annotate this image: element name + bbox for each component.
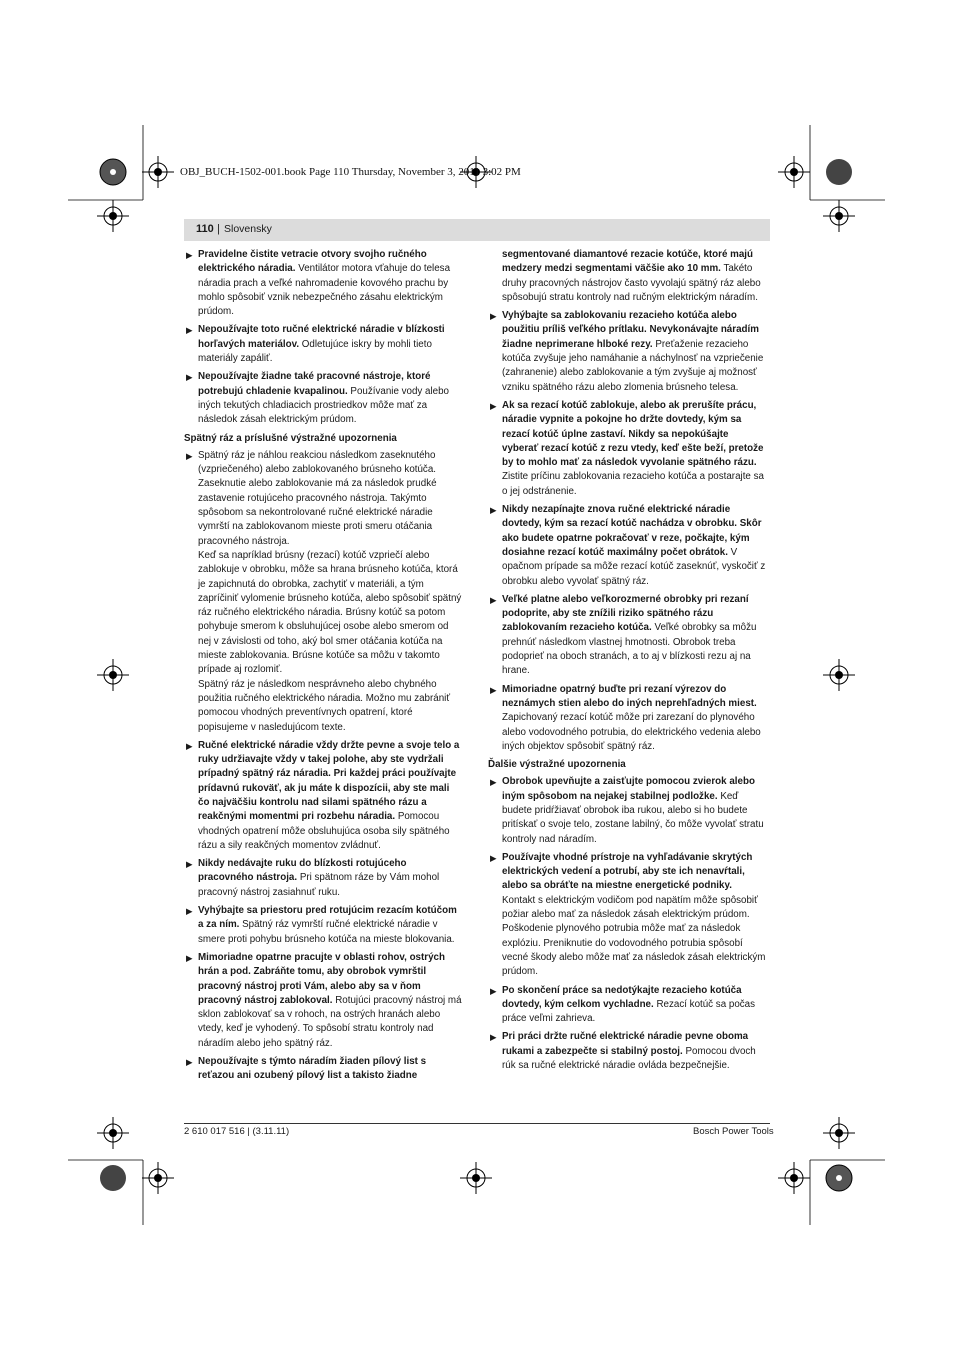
- warning-bold: Mimoriadne opatrný buďte pri rezaní výrezov do neznámych stien alebo do iných neprehľadných miest.: [502, 683, 757, 709]
- warning-bold: Ak sa rezací kotúč zablokuje, alebo ak prerušíte prácu, náradie vypnite a pokojne ho držte dovtedy, kým sa rezací kotúč úplne zastaví. Nikdy sa nepokúšajte vyberať rezací kotúč z rezu vtedy, keď ešte beží, pretože by to mohlo mať za následok vyvolanie spätného rázu.: [502, 399, 764, 469]
- warning-bold: Po skončení práce sa nedotýkajte rezacieho kotúča dovtedy, kým celkom vychladne.: [502, 984, 742, 1010]
- warning-bold: Nepoužívajte žiadne také pracovné nástroje, ktoré potrebujú chladenie kvapalinou.: [198, 371, 431, 397]
- bullet-icon: ▶: [490, 311, 497, 322]
- bullet-icon: ▶: [490, 1032, 497, 1043]
- warning-item: [184, 323, 462, 366]
- warning-bold: Pravidelne čistite vetracie otvory svojho ručného elektrického náradia.: [198, 249, 427, 275]
- warning-detail: Rotujúci pracovný nástroj má sklon zablokovať sa v rohoch, na ostrých hranách alebo vtedy, keď je vyhodený. To spôsobí stratu kontroly nad náradím alebo jeho spätný ráz.: [198, 994, 462, 1049]
- bullet-icon: ▶: [186, 740, 193, 751]
- warning-detail: Zapichovaný rezací kotúč môže pri zarezaní do plynového alebo vodovodného potrubia, do elektrického vedenia alebo iných objektov spôsobiť spätný ráz.: [502, 712, 761, 752]
- warning-item: [488, 593, 766, 679]
- warning-text: [198, 951, 462, 1051]
- section-heading-kickback: Spätný ráz a príslušné výstražné upozornenia: [184, 432, 397, 444]
- warning-bold: Používajte vhodné prístroje na vyhľadávanie skrytých elektrických vedení a potrubí, aby ste ich nenavŕtali, alebo sa obráťte na miestne energetické podniky.: [502, 851, 753, 892]
- warning-detail: Rezací kotúč sa počas práce veľmi zahrieva.: [502, 998, 756, 1025]
- warning-text: [502, 503, 766, 589]
- page-header: [184, 219, 770, 241]
- page-number: 110: [196, 223, 214, 235]
- book-header: OBJ_BUCH-1502-001.book Page 110 Thursday, November 3, 2011 3:02 PM: [180, 166, 521, 178]
- warning-text: [502, 248, 766, 305]
- kickback-paragraph-2: Keď sa napríklad brúsny (rezací) kotúč vzpriečí alebo zablokuje v obrobku, môže sa hrana brúsneho kotúča, ktorá je zapichnutá do obrobka, zachytiť v materiáli, a tým zapríčiniť vylomenie brúsneho kotúča, alebo spôsobiť spätný ráz ručného elektrického náradia. Brúsny kotúč sa potom pohybuje smerom k obsluhujúcej osobe alebo smerom od nej v závislosti od toho, aký bol smer otáčania kotúča na mieste zablokovania. Brúsne kotúče sa môžu v takomto prípade aj rozlomiť.: [198, 549, 462, 676]
- warning-detail: Preťaženie rezacieho kotúča zvyšuje jeho namáhanie a náchylnosť na vzpriečenie (zahranenie) alebo zablokovanie a tým zvyšuje aj možnosť vzniku spätného rázu alebo zlomenia brúsneho telesa.: [502, 338, 764, 393]
- warning-bold: Pri práci držte ručné elektrické náradie pevne oboma rukami a zabezpečte si stabilný postoj.: [502, 1031, 749, 1057]
- bullet-icon: ▶: [186, 450, 193, 461]
- warning-item: [488, 775, 766, 846]
- warning-bold: Nikdy nedávajte ruku do blízkosti rotujúceho pracovného nástroja.: [198, 858, 407, 884]
- warning-detail: Zistite príčinu zablokovania rezacieho kotúča a postarajte sa o jej odstránenie.: [502, 471, 764, 497]
- warning-text: [502, 593, 766, 679]
- warning-text: [502, 683, 766, 754]
- bullet-icon: ▶: [490, 505, 497, 516]
- warning-item: [488, 1030, 766, 1073]
- warning-text: [502, 851, 766, 980]
- warning-text: [502, 984, 766, 1027]
- section-heading-further-warnings: Ďalšie výstražné upozornenia: [488, 759, 626, 771]
- bullet-icon: ▶: [490, 684, 497, 695]
- warning-text: [198, 1055, 462, 1084]
- warning-item: [184, 739, 462, 853]
- left-column: [184, 248, 462, 1088]
- bullet-icon: ▶: [490, 594, 497, 605]
- bullet-icon: ▶: [490, 400, 497, 411]
- warning-detail: Ventilátor motora vťahuje do telesa náradia prach a veľké nahromadenie kovového prachu by mohlo spôsobiť vznik nebezpečného zásahu elektrickým prúdom.: [198, 263, 451, 318]
- kickback-paragraph-3: Spätný ráz je následkom nesprávneho alebo chybného použitia ručného elektrického náradia. Možno mu zabrániť pomocou vhodných preventívnych opatrení, ktoré popisujeme v nasledujúcom texte.: [198, 678, 451, 733]
- warning-bold: Vyhýbajte sa priestoru pred rotujúcim rezacím kotúčom a za ním.: [198, 905, 457, 931]
- warning-detail: Pomocou vhodných opatrení môže obsluhujúca osoba sily spätného rázu a sily reakčných momentov zvládnuť.: [198, 811, 450, 851]
- bullet-icon: ▶: [490, 985, 497, 996]
- warning-detail: Spätný ráz vymrští ručné elektrické náradie v smere proti pohybu brúsneho kotúča na mieste blokovania.: [198, 919, 455, 945]
- warning-bold: Veľké platne alebo veľkorozmerné obrobky pri rezaní podoprite, aby ste znížili riziko spätného rázu zablokovaním rezacieho kotúča.: [502, 593, 749, 634]
- warning-item: [184, 904, 462, 947]
- bullet-icon: ▶: [186, 906, 193, 917]
- warning-item: [488, 399, 766, 499]
- warning-item: [488, 503, 766, 589]
- warning-item: [184, 857, 462, 900]
- warning-bold: Nikdy nezapínajte znova ručné elektrické náradie dovtedy, kým sa rezací kotúč nachádza v obrobku. Skôr ako budete opatrne pokračovať v reze, počkajte, kým dosiahne rezací kotúč maximálny počet obrátok.: [502, 504, 762, 558]
- kickback-paragraph-1: Spätný ráz je náhlou reakciou následkom zaseknutého (vzpriečeného) alebo zablokovaného brúsneho kotúča. Zaseknutie alebo zablokovanie má za následok prudké zastavenie rotujúceho pracovného nástroja. Takýmto spôsobom sa nekontrolované ručné elektrické náradie vymrští na zablokovanom mieste proti smeru otáčania pracovného nástroja.: [198, 449, 437, 547]
- warning-bold: Ručné elektrické náradie vždy držte pevne a svoje telo a ruky udržiavajte vždy v takej polohe, aby ste vydržali prípadný spätný ráz náradia. Pri každej práci používajte prídavnú rukoväť, ak ju máte k dispozícii, aby ste mali čo najväčšiu kontrolu nad silami spätného rázu a reakčnými momentmi pri rozbehu náradia.: [198, 739, 460, 823]
- warning-item: [488, 984, 766, 1027]
- warning-text: [502, 309, 766, 395]
- warning-text: [198, 370, 462, 427]
- warning-text: [502, 1030, 766, 1073]
- bullet-icon: ▶: [186, 952, 193, 963]
- warning-text: [198, 904, 462, 947]
- right-column: [488, 248, 766, 1077]
- warning-text: [198, 248, 462, 319]
- warning-detail: Keď budete pridŕžiavať obrobok iba rukou, alebo si ho budete pritískať o svoje telo, zostane labilný, čo môže vyvolať stratu kontroly nad náradím.: [502, 790, 764, 845]
- warning-item: [184, 370, 462, 427]
- page-language: Slovensky: [224, 223, 272, 235]
- warning-item: [184, 951, 462, 1051]
- warning-text: [198, 857, 462, 900]
- warning-detail: Kontakt s elektrickým vodičom pod napätím môže spôsobiť požiar alebo mať za následok zásah elektrickým prúdom. Poškodenie plynového potrubia môže mať za následok explóziu. Preniknutie do vodovodného potrubia spôsobí vecné škody alebo môže mať za následok zásah elektrickým prúdom.: [502, 894, 766, 978]
- warning-item: [488, 851, 766, 980]
- bullet-icon: ▶: [186, 372, 193, 383]
- bullet-icon: ▶: [490, 777, 497, 788]
- warning-item: [488, 248, 766, 305]
- bullet-icon: ▶: [490, 852, 497, 863]
- bullet-icon: ▶: [186, 1057, 193, 1068]
- footer-doc-number: 2 610 017 516 | (3.11.11): [184, 1126, 290, 1137]
- warning-item: [184, 1055, 462, 1084]
- bullet-icon: ▶: [186, 250, 193, 260]
- warning-item: [488, 309, 766, 395]
- warning-bold: Mimoriadne opatrne pracujte v oblasti rohov, ostrých hrán a pod. Zabráňte tomu, aby obrobok vymrštil pracovný nástroj proti Vám, alebo aby sa v ňom pracovný nástroj zablokoval.: [198, 951, 445, 1006]
- warning-detail: Veľké obrobky sa môžu prehnúť následkom vlastnej hmotnosti. Obrobok treba podoprieť na oboch stranách, a to aj v blízkosti rezu aj na hrane.: [502, 622, 757, 677]
- kickback-intro: [184, 449, 462, 735]
- warning-detail: Takéto druhy pracovných nástrojov často vyvolajú spätný ráz alebo spôsobujú stratu kontroly nad ručným elektrickým náradím.: [502, 263, 761, 303]
- warning-bold: Obrobok upevňujte a zaisťujte pomocou zvierok alebo iným spôsobom na nejakej stabilnej podložke.: [502, 776, 755, 802]
- warning-text: [198, 323, 462, 366]
- bullet-icon: ▶: [186, 859, 193, 870]
- warning-item: [488, 683, 766, 754]
- bullet-icon: ▶: [186, 325, 193, 336]
- warning-text: [198, 739, 462, 853]
- page-separator: |: [217, 223, 220, 235]
- warning-detail: Odletujúce iskry by mohli tieto materiály zapáliť.: [198, 338, 432, 365]
- footer-divider: [184, 1123, 770, 1124]
- warning-item: [184, 248, 462, 319]
- warning-bold: Vyhýbajte sa zablokovaniu rezacieho kotúča alebo použitiu príliš veľkého prítlaku. Nevykonávajte náradím žiadne neprimerane hlboké rezy.: [502, 310, 759, 350]
- warning-text: [502, 775, 766, 846]
- footer-brand: Bosch Power Tools: [693, 1126, 774, 1137]
- warning-detail: Pri spätnom ráze by Vám mohol pracovný nástroj zasiahnuť ruku.: [198, 872, 440, 898]
- warning-detail: Pomocou dvoch rúk sa ručné elektrické náradie ovláda bezpečnejšie.: [502, 1045, 756, 1072]
- warning-bold: segmentované diamantové rezacie kotúče, ktoré majú medzery medzi segmentami väčšie ako 10 mm.: [502, 249, 754, 275]
- warning-detail: V opačnom prípade sa môže rezací kotúč zaseknúť, vyskočiť z obrobku alebo vyvolať spätný ráz.: [502, 546, 766, 587]
- warning-bold: Nepoužívajte toto ručné elektrické náradie v blízkosti horľavých materiálov.: [198, 324, 445, 350]
- warning-detail: Používanie vody alebo iných tekutých chladiacich prostriedkov môže mať za následok zásah elektrickým prúdom.: [198, 385, 450, 426]
- warning-bold: Nepoužívajte s týmto náradím žiaden pílový list s reťazou ani ozubený pílový list a takisto žiadne: [198, 1056, 427, 1082]
- warning-text: [502, 399, 766, 499]
